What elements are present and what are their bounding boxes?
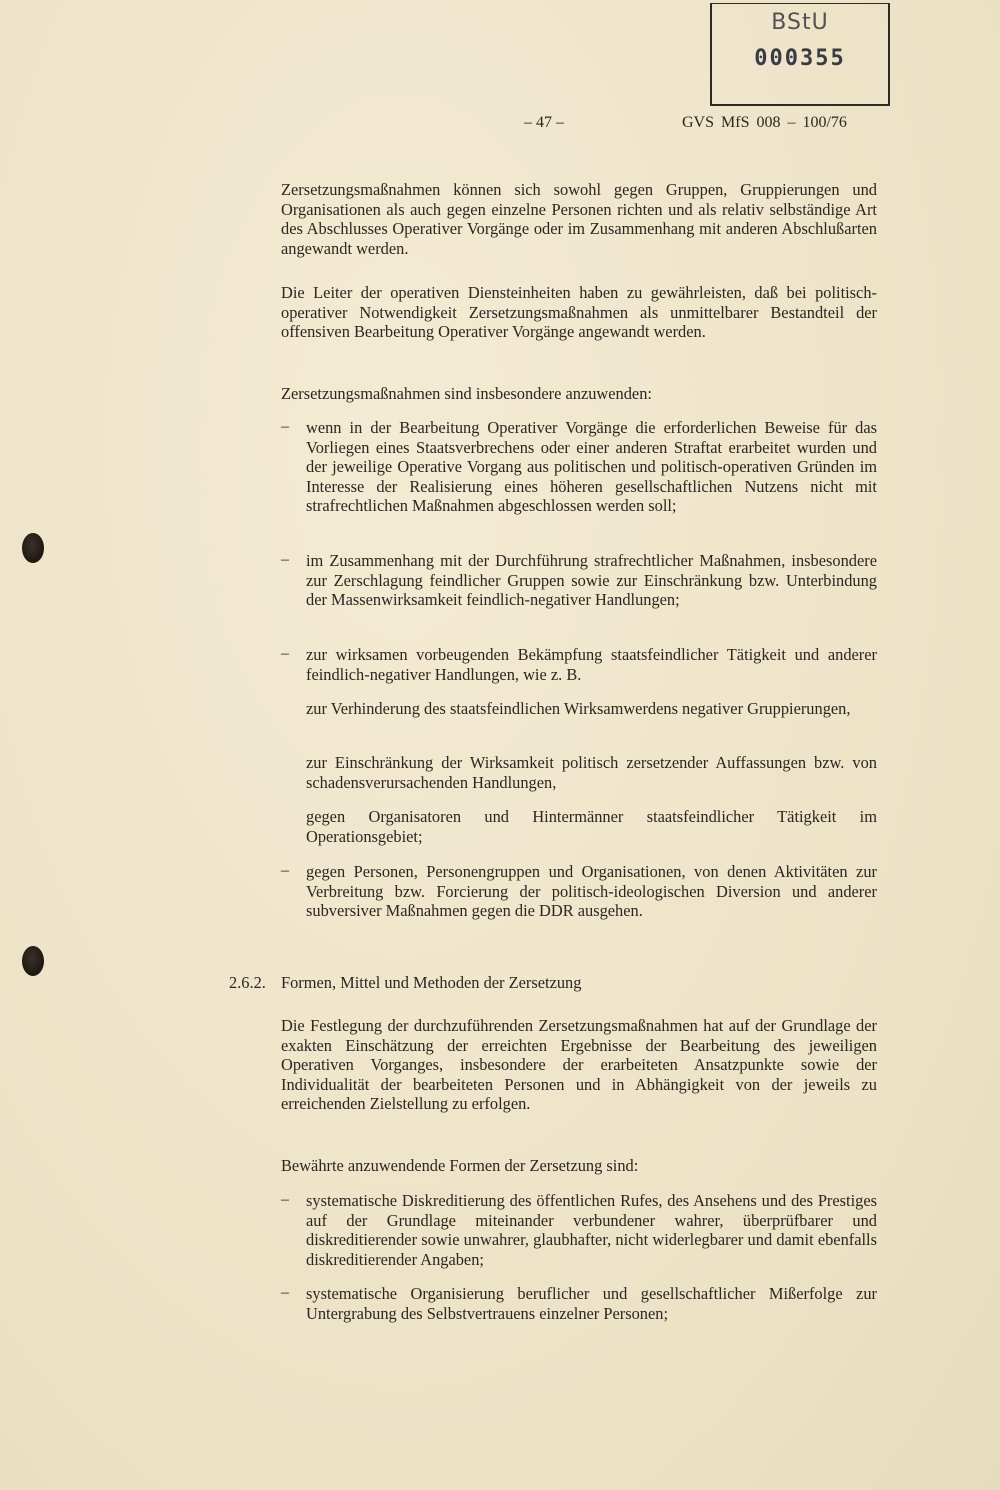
paragraph-4: Die Festlegung der durchzuführenden Zersetzungsmaßnahmen hat auf der Grundlage der exakten Einschätzung der erreichten Ergebnisse der Bearbeitung des jeweiligen Operativen Vorganges, insbesondere der erarbeiteten Ansatzpunkte sowie der Individualität der bearbeiteten Personen und in Abhängigkeit von der jeweils zu erreichenden Zielstellung zu erfolgen. — [281, 1016, 877, 1113]
list-dash: – — [281, 1284, 289, 1301]
list-item: systematische Diskreditierung des öffentlichen Rufes, des Ansehens und des Prestiges auf der Grundlage miteinander verbundener wahrer, überprüfbarer und diskreditierender sowie unwahrer, glaubhafter, nicht widerlegbarer und damit ebenfalls diskreditierender Angaben; — [306, 1191, 877, 1269]
archive-stamp — [710, 3, 890, 106]
list-dash: – — [281, 418, 289, 435]
list-dash: – — [281, 1191, 289, 1208]
list-dash: – — [281, 862, 289, 879]
sub-item: gegen Organisatoren und Hintermänner staatsfeindlicher Tätigkeit im Operationsgebiet; — [306, 807, 877, 846]
list-item: im Zusammenhang mit der Durchführung strafrechtlicher Maßnahmen, insbesondere zur Zerschlagung feindlicher Gruppen sowie zur Einschränkung bzw. Unterbindung der Massenwirksamkeit feindlich-negativer Handlungen; — [306, 551, 877, 609]
list-item: zur wirksamen vorbeugenden Bekämpfung staatsfeindlicher Tätigkeit und anderer feindlich-negativer Handlungen, wie z. B. — [306, 645, 877, 684]
paragraph-3: Zersetzungsmaßnahmen sind insbesondere anzuwenden: — [281, 384, 652, 403]
page-number: – 47 – — [524, 114, 564, 131]
list-item: wenn in der Bearbeitung Operativer Vorgänge die erforderlichen Beweise für das Vorliegen eines Staatsverbrechens oder einer anderen Straftat erarbeitet wurden und der jeweilige Operative Vorgang aus politischen und politisch-operativen Gründen im Interesse der Realisierung eines höheren gesellschaftlichen Nutzens nicht mit strafrechtlichen Maßnahmen abgeschlossen werden soll; — [306, 418, 877, 515]
list-dash: – — [281, 551, 289, 568]
punch-hole — [22, 533, 44, 563]
paragraph-2: Die Leiter der operativen Diensteinheiten haben zu gewährleisten, daß bei politisch-operativer Notwendigkeit Zersetzungsmaßnahmen als unmittelbarer Bestandteil der offensiven Bearbeitung Operativer Vorgänge angewandt werden. — [281, 283, 877, 341]
paragraph-1: Zersetzungsmaßnahmen können sich sowohl gegen Gruppen, Gruppierungen und Organisationen als auch gegen einzelne Personen richten und als relativ selbständige Art des Abschlusses Operativer Vorgänge oder im Zusammenhang mit anderen Abschlußarten angewandt werden. — [281, 180, 877, 258]
sub-item: zur Verhinderung des staatsfeindlichen Wirksamwerdens negativer Gruppierungen, — [306, 699, 851, 718]
list-dash: – — [281, 645, 289, 662]
list-item: systematische Organisierung beruflicher und gesellschaftlicher Mißerfolge zur Untergrabung des Selbstvertrauens einzelner Personen; — [306, 1284, 877, 1323]
stamp-label: BStU — [771, 10, 829, 35]
stamp-number: 000355 — [754, 46, 846, 71]
section-number: 2.6.2. — [229, 973, 266, 992]
section-title: Formen, Mittel und Methoden der Zersetzung — [281, 973, 582, 992]
punch-hole — [22, 946, 44, 976]
list-item: gegen Personen, Personengruppen und Organisationen, von denen Aktivitäten zur Verbreitung bzw. Forcierung der politisch-ideologischen Diversion und anderer subversiver Maßnahmen gegen die DDR ausgehen. — [306, 862, 877, 920]
paragraph-5: Bewährte anzuwendende Formen der Zersetzung sind: — [281, 1156, 639, 1175]
classification-mark: GVS MfS 008 – 100/76 — [682, 114, 847, 131]
sub-item: zur Einschränkung der Wirksamkeit politisch zersetzender Auffassungen bzw. von schadensverursachenden Handlungen, — [306, 753, 877, 792]
